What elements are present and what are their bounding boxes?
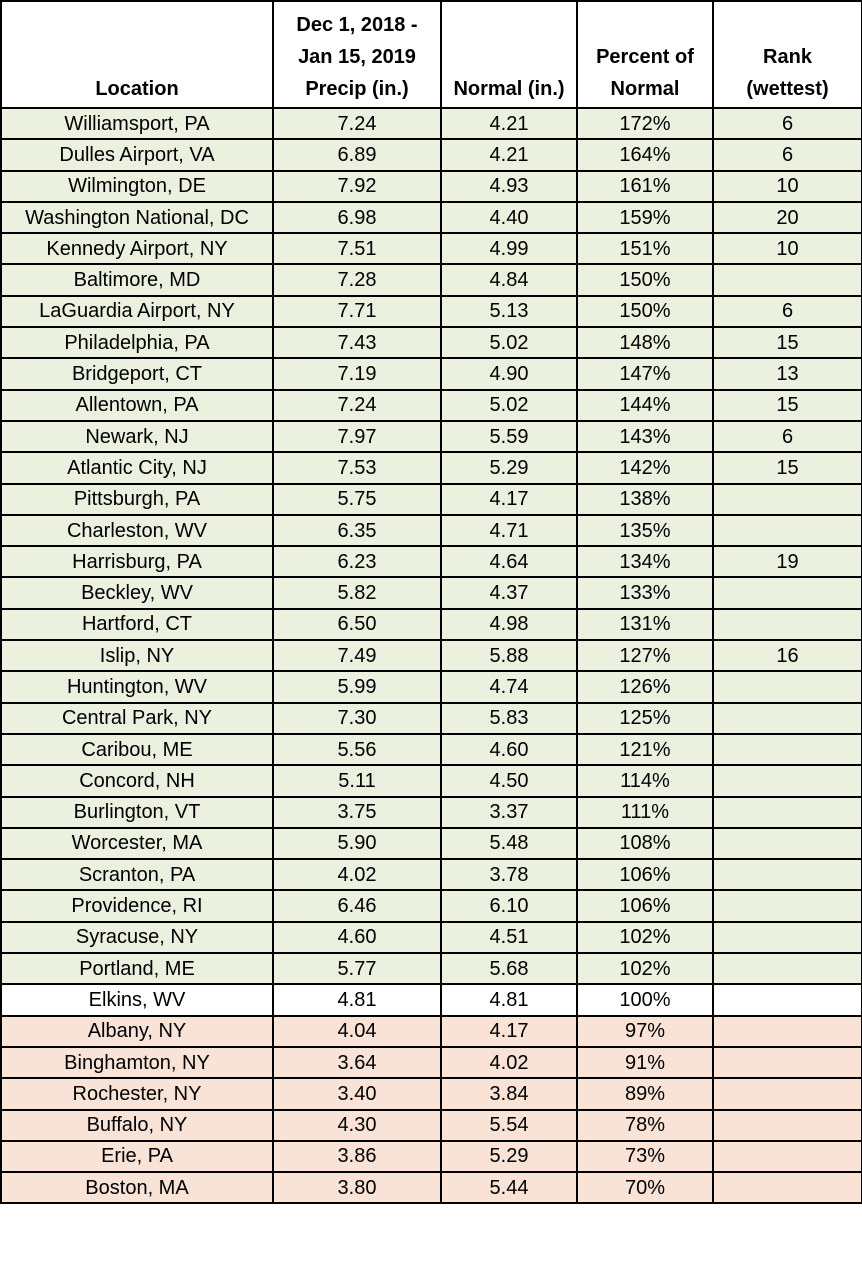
rank-cell [713,890,862,921]
precip-cell: 7.71 [273,296,441,327]
normal-cell: 5.02 [441,390,577,421]
percent-cell: 70% [577,1172,713,1203]
location-cell: Islip, NY [1,640,273,671]
precip-cell: 3.40 [273,1078,441,1109]
normal-cell: 5.48 [441,828,577,859]
rank-cell: 15 [713,390,862,421]
percent-cell: 151% [577,233,713,264]
precip-cell: 5.56 [273,734,441,765]
normal-cell: 5.68 [441,953,577,984]
location-header-label: Location [95,78,179,100]
precip-header-line1: Dec 1, 2018 - [296,14,418,36]
location-cell: Wilmington, DE [1,171,273,202]
normal-cell: 5.13 [441,296,577,327]
table-row [1,108,862,139]
location-cell: Allentown, PA [1,390,273,421]
percent-cell: 73% [577,1141,713,1172]
rank-cell: 6 [713,421,862,452]
normal-cell: 4.21 [441,108,577,139]
percent-cell: 106% [577,859,713,890]
table-row [1,390,862,421]
table-row [1,546,862,577]
normal-cell: 4.50 [441,765,577,796]
normal-cell: 4.17 [441,484,577,515]
percent-header-line1: Percent of [596,46,694,68]
location-cell: Washington National, DC [1,202,273,233]
percent-header-line2: Normal [610,78,680,100]
precip-cell: 7.51 [273,233,441,264]
table-row [1,233,862,264]
location-cell: Caribou, ME [1,734,273,765]
precip-header-line3: Precip (in.) [305,78,409,100]
table-row [1,984,862,1015]
table-row [1,859,862,890]
location-cell: Beckley, WV [1,577,273,608]
normal-cell: 4.21 [441,139,577,170]
percent-cell: 126% [577,671,713,702]
precip-cell: 7.97 [273,421,441,452]
location-cell: Baltimore, MD [1,264,273,295]
location-cell: Buffalo, NY [1,1110,273,1141]
table-row [1,1016,862,1047]
precip-cell: 7.19 [273,358,441,389]
location-cell: Philadelphia, PA [1,327,273,358]
percent-cell: 161% [577,171,713,202]
normal-cell: 5.02 [441,327,577,358]
precip-cell: 7.43 [273,327,441,358]
rank-cell [713,671,862,702]
rank-cell [713,765,862,796]
table-row [1,1141,862,1172]
precip-cell: 4.30 [273,1110,441,1141]
rank-cell: 16 [713,640,862,671]
percent-cell: 125% [577,703,713,734]
rank-cell: 19 [713,546,862,577]
table-row [1,484,862,515]
table-row [1,452,862,483]
rank-cell [713,703,862,734]
location-cell: Concord, NH [1,765,273,796]
normal-cell: 3.37 [441,797,577,828]
precip-header-line2: Jan 15, 2019 [298,46,416,68]
percent-cell: 159% [577,202,713,233]
percent-cell: 111% [577,797,713,828]
header-row [1,1,862,108]
normal-cell: 4.40 [441,202,577,233]
location-cell: Binghamton, NY [1,1047,273,1078]
normal-cell: 4.90 [441,358,577,389]
rank-cell [713,609,862,640]
precip-cell: 3.64 [273,1047,441,1078]
rank-cell [713,797,862,828]
percent-cell: 150% [577,296,713,327]
percent-cell: 142% [577,452,713,483]
normal-cell: 4.84 [441,264,577,295]
precip-cell: 6.46 [273,890,441,921]
table-row [1,1047,862,1078]
rank-cell [713,984,862,1015]
percent-cell: 143% [577,421,713,452]
rank-cell: 6 [713,108,862,139]
precip-cell: 4.04 [273,1016,441,1047]
normal-cell: 4.37 [441,577,577,608]
normal-cell: 4.81 [441,984,577,1015]
location-cell: Syracuse, NY [1,922,273,953]
table-row [1,1078,862,1109]
location-cell: Providence, RI [1,890,273,921]
rank-cell: 10 [713,171,862,202]
normal-cell: 4.98 [441,609,577,640]
precip-header [273,1,441,108]
percent-cell: 91% [577,1047,713,1078]
rank-cell [713,953,862,984]
precip-cell: 5.99 [273,671,441,702]
table-row [1,609,862,640]
precip-cell: 4.02 [273,859,441,890]
location-cell: Scranton, PA [1,859,273,890]
normal-cell: 5.88 [441,640,577,671]
rank-cell: 6 [713,296,862,327]
location-cell: LaGuardia Airport, NY [1,296,273,327]
percent-cell: 131% [577,609,713,640]
precip-cell: 7.24 [273,390,441,421]
precip-cell: 3.80 [273,1172,441,1203]
table-row [1,421,862,452]
percent-cell: 133% [577,577,713,608]
percent-cell: 114% [577,765,713,796]
precip-cell: 5.11 [273,765,441,796]
percent-cell: 147% [577,358,713,389]
normal-cell: 4.99 [441,233,577,264]
rank-header-line2: (wettest) [746,78,829,100]
location-cell: Pittsburgh, PA [1,484,273,515]
normal-cell: 4.17 [441,1016,577,1047]
table-row [1,1110,862,1141]
table-row [1,577,862,608]
location-cell: Portland, ME [1,953,273,984]
normal-cell: 4.02 [441,1047,577,1078]
precip-cell: 7.30 [273,703,441,734]
table-row [1,202,862,233]
normal-cell: 4.93 [441,171,577,202]
percent-cell: 100% [577,984,713,1015]
location-header [1,1,273,108]
percent-cell: 144% [577,390,713,421]
precip-cell: 4.60 [273,922,441,953]
rank-cell [713,264,862,295]
table-row [1,671,862,702]
table-row [1,1172,862,1203]
precip-cell: 6.98 [273,202,441,233]
table-row [1,890,862,921]
percent-cell: 172% [577,108,713,139]
percent-cell: 106% [577,890,713,921]
normal-cell: 3.84 [441,1078,577,1109]
normal-cell: 4.60 [441,734,577,765]
rank-cell [713,515,862,546]
percent-cell: 102% [577,953,713,984]
normal-cell: 5.29 [441,1141,577,1172]
rank-cell [713,859,862,890]
percent-cell: 102% [577,922,713,953]
location-cell: Rochester, NY [1,1078,273,1109]
percent-cell: 150% [577,264,713,295]
precip-cell: 4.81 [273,984,441,1015]
location-cell: Kennedy Airport, NY [1,233,273,264]
precip-cell: 5.77 [273,953,441,984]
table-row [1,734,862,765]
precip-cell: 7.49 [273,640,441,671]
rank-cell [713,1141,862,1172]
table-row [1,640,862,671]
percent-cell: 121% [577,734,713,765]
percent-cell: 134% [577,546,713,577]
percent-cell: 89% [577,1078,713,1109]
normal-cell: 5.44 [441,1172,577,1203]
precip-cell: 7.92 [273,171,441,202]
location-cell: Burlington, VT [1,797,273,828]
location-cell: Boston, MA [1,1172,273,1203]
precip-cell: 6.89 [273,139,441,170]
rank-cell: 20 [713,202,862,233]
location-cell: Bridgeport, CT [1,358,273,389]
table-header [1,1,862,108]
rank-header-line1: Rank [763,46,812,68]
rank-cell [713,577,862,608]
location-cell: Harrisburg, PA [1,546,273,577]
rank-header [713,1,862,108]
percent-cell: 108% [577,828,713,859]
location-cell: Newark, NJ [1,421,273,452]
rank-cell: 15 [713,452,862,483]
percent-header [577,1,713,108]
percent-cell: 164% [577,139,713,170]
table-row [1,264,862,295]
table-row [1,327,862,358]
precip-cell: 3.86 [273,1141,441,1172]
precip-cell: 7.28 [273,264,441,295]
location-cell: Erie, PA [1,1141,273,1172]
precip-cell: 6.50 [273,609,441,640]
location-cell: Atlantic City, NJ [1,452,273,483]
normal-cell: 3.78 [441,859,577,890]
table-row [1,515,862,546]
percent-cell: 138% [577,484,713,515]
rank-cell [713,1078,862,1109]
location-cell: Huntington, WV [1,671,273,702]
percent-cell: 127% [577,640,713,671]
normal-header [441,1,577,108]
rank-cell [713,922,862,953]
normal-cell: 4.71 [441,515,577,546]
location-cell: Hartford, CT [1,609,273,640]
normal-header-label: Normal (in.) [453,78,565,100]
location-cell: Williamsport, PA [1,108,273,139]
rank-cell: 15 [713,327,862,358]
percent-cell: 135% [577,515,713,546]
precip-cell: 3.75 [273,797,441,828]
normal-cell: 5.83 [441,703,577,734]
precip-cell: 5.75 [273,484,441,515]
table-row [1,828,862,859]
normal-cell: 4.74 [441,671,577,702]
precip-cell: 7.53 [273,452,441,483]
table-row [1,922,862,953]
rank-cell [713,734,862,765]
percent-cell: 78% [577,1110,713,1141]
location-cell: Albany, NY [1,1016,273,1047]
normal-cell: 5.59 [441,421,577,452]
precip-cell: 6.23 [273,546,441,577]
rank-cell [713,1172,862,1203]
percent-cell: 97% [577,1016,713,1047]
normal-cell: 4.64 [441,546,577,577]
table-row [1,139,862,170]
normal-cell: 5.54 [441,1110,577,1141]
precip-cell: 6.35 [273,515,441,546]
table-row [1,703,862,734]
rank-cell [713,1110,862,1141]
location-cell: Dulles Airport, VA [1,139,273,170]
table-row [1,296,862,327]
precip-cell: 5.90 [273,828,441,859]
normal-cell: 6.10 [441,890,577,921]
location-cell: Elkins, WV [1,984,273,1015]
location-cell: Charleston, WV [1,515,273,546]
normal-cell: 5.29 [441,452,577,483]
precip-cell: 5.82 [273,577,441,608]
rank-cell: 6 [713,139,862,170]
table-row [1,797,862,828]
rank-cell: 13 [713,358,862,389]
table-row [1,358,862,389]
table-row [1,765,862,796]
rank-cell: 10 [713,233,862,264]
precip-cell: 7.24 [273,108,441,139]
normal-cell: 4.51 [441,922,577,953]
table-row [1,953,862,984]
percent-cell: 148% [577,327,713,358]
rank-cell [713,484,862,515]
location-cell: Central Park, NY [1,703,273,734]
rank-cell [713,1047,862,1078]
rank-cell [713,1016,862,1047]
table-row [1,171,862,202]
location-cell: Worcester, MA [1,828,273,859]
table-body [1,108,862,1203]
rank-cell [713,828,862,859]
